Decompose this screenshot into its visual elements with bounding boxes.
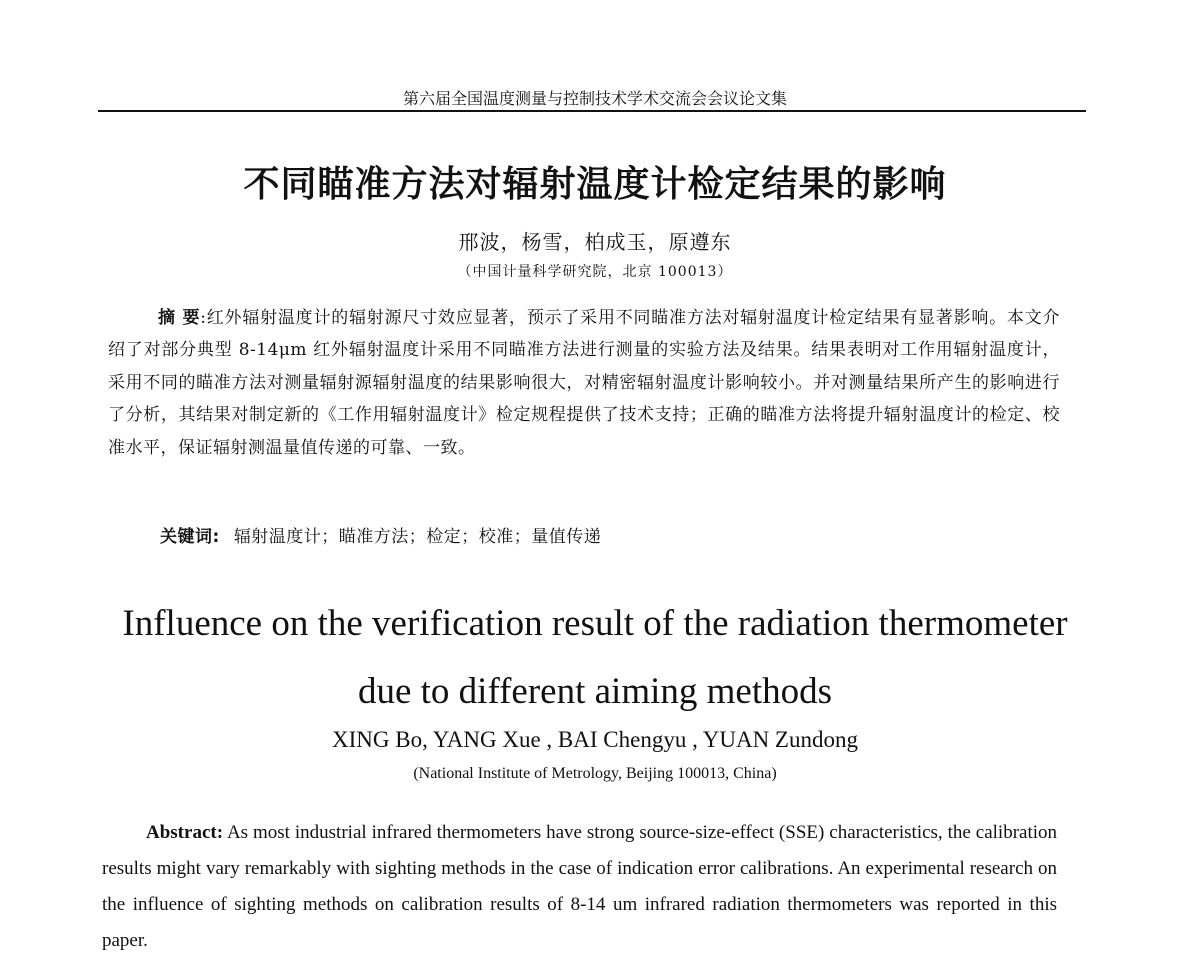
chinese-keywords-label: 关键词: (160, 527, 220, 547)
abstract-en-indent (102, 822, 146, 843)
english-authors: XING Bo, YANG Xue , BAI Chengyu , YUAN Zundong (332, 727, 858, 752)
chinese-keywords (160, 522, 601, 547)
abstract-indent (108, 308, 158, 328)
chinese-title: 不同瞄准方法对辐射温度计检定结果的影响 (243, 164, 947, 205)
english-title (100, 590, 1090, 726)
english-abstract-label: Abstract: (146, 822, 224, 843)
chinese-abstract-label: 摘 要 (158, 308, 201, 328)
chinese-affiliation: （中国计量科学研究院，北京 100013） (457, 264, 733, 280)
chinese-abstract-separator: : (200, 308, 207, 328)
chinese-abstract (108, 302, 1060, 464)
english-title-line-2: due to different aiming methods (357, 671, 833, 712)
english-title-line-1: Influence on the verification result of the radiation thermometer (122, 603, 1068, 644)
english-abstract (102, 815, 1057, 959)
running-header: 第六届全国温度测量与控制技术学术交流会会议论文集 (402, 89, 787, 108)
chinese-abstract-text: 红外辐射温度计的辐射源尺寸效应显著，预示了采用不同瞄准方法对辐射温度计检定结果有显著影响。本文介绍了对部分典型 8-14μm 红外辐射温度计采用不同瞄准方法进行测量的实验方法及结果。结果表明对工作用辐射温度计，采用不同的瞄准方法对测量辐射源辐射温度的结果影响很大，对精密辐射温度计影响较小。并对测量结果所产生的影响进行了分析，其结果对制定新的《工作用辐射温度计》检定规程提供了技术支持；正确的瞄准方法将提升辐射温度计的检定、校准水平，保证辐射测温量值传递的可靠、一致。 (108, 308, 1060, 458)
header-rule (98, 110, 1086, 112)
english-abstract-text: As most industrial infrared thermometers have strong source-size-effect (SSE) characteristics, the calibration results might vary remarkably with sighting methods in the case of indication error calibrations. An experimental research on the influence of sighting methods on calibration results of 8-14 um infrared radiation thermometers was reported in this paper. (102, 822, 1058, 951)
chinese-keywords-text: 辐射温度计；瞄准方法；检定；校准；量值传递 (233, 527, 602, 547)
english-affiliation: (National Institute of Metrology, Beijing 100013, China) (413, 765, 777, 782)
chinese-authors: 邢波，杨雪，柏成玉，原遵东 (458, 230, 732, 254)
